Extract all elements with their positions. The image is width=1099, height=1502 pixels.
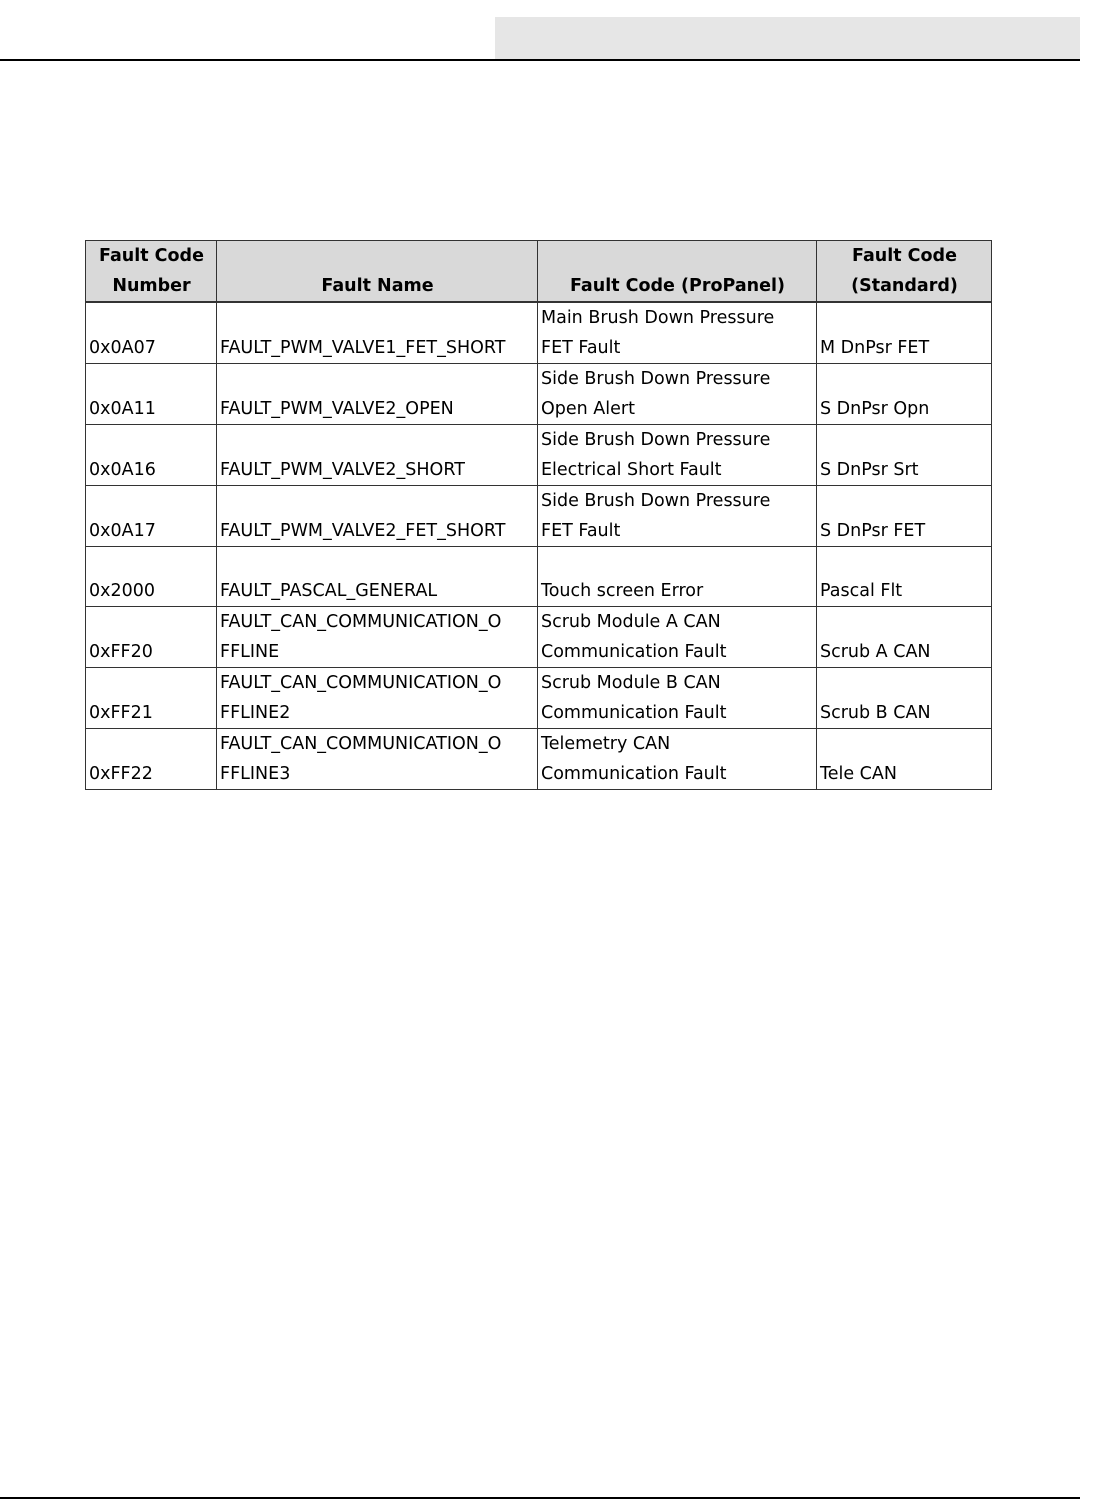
cell-text: Side Brush Down Pressure Electrical Short Fault bbox=[541, 430, 771, 480]
cell-text: 0x2000 bbox=[89, 580, 156, 601]
fault-name-cell bbox=[217, 486, 538, 547]
fault-name-cell bbox=[217, 302, 538, 364]
fault-code-standard-cell bbox=[817, 302, 992, 364]
column-header-fault-code-standard: Fault Code (Standard) bbox=[817, 241, 992, 303]
cell-text: Touch screen Error bbox=[541, 580, 704, 601]
fault-code-standard-cell bbox=[817, 547, 992, 607]
cell-text: FAULT_CAN_COMMUNICATION_O FFLINE2 bbox=[220, 672, 502, 723]
fault-code-propanel-cell bbox=[538, 547, 817, 607]
fault-code-standard-cell bbox=[817, 364, 992, 425]
cell-text: 0xFF20 bbox=[89, 641, 153, 662]
cell-text: Side Brush Down Pressure FET Fault bbox=[541, 491, 771, 541]
cell-text: FAULT_PWM_VALVE2_FET_SHORT bbox=[220, 521, 506, 541]
cell-text: Pascal Flt bbox=[820, 580, 903, 601]
cell-text: Scrub B CAN bbox=[820, 702, 931, 723]
fault-code-number-cell bbox=[86, 364, 217, 425]
cell-text: 0xFF22 bbox=[89, 763, 153, 784]
fault-name-cell bbox=[217, 425, 538, 486]
column-header-fault-code-propanel: Fault Code (ProPanel) bbox=[538, 241, 817, 303]
table-header-row bbox=[86, 241, 992, 303]
cell-text: Main Brush Down Pressure FET Fault bbox=[541, 308, 775, 358]
table-row bbox=[86, 728, 992, 789]
cell-text: 0x0A11 bbox=[89, 399, 156, 419]
table-row bbox=[86, 364, 992, 425]
table-row bbox=[86, 302, 992, 364]
fault-code-number-cell bbox=[86, 667, 217, 728]
cell-text: FAULT_CAN_COMMUNICATION_O FFLINE3 bbox=[220, 733, 502, 784]
fault-code-propanel-cell bbox=[538, 302, 817, 364]
fault-code-propanel-cell bbox=[538, 486, 817, 547]
fault-code-propanel-cell bbox=[538, 425, 817, 486]
footer-divider bbox=[0, 1497, 1080, 1499]
cell-text: Scrub A CAN bbox=[820, 641, 931, 662]
fault-name-cell bbox=[217, 547, 538, 607]
cell-text: FAULT_PASCAL_GENERAL bbox=[220, 580, 438, 601]
fault-code-table-container bbox=[85, 240, 992, 790]
cell-text: FAULT_CAN_COMMUNICATION_O FFLINE bbox=[220, 611, 502, 662]
cell-text: 0x0A07 bbox=[89, 338, 156, 358]
fault-code-number-cell bbox=[86, 728, 217, 789]
cell-text: S DnPsr Opn bbox=[820, 399, 930, 419]
header-divider bbox=[0, 59, 1080, 61]
fault-name-cell bbox=[217, 728, 538, 789]
fault-code-number-cell bbox=[86, 425, 217, 486]
cell-text: S DnPsr Srt bbox=[820, 460, 919, 480]
cell-text: FAULT_PWM_VALVE1_FET_SHORT bbox=[220, 338, 506, 358]
fault-code-propanel-cell bbox=[538, 606, 817, 667]
cell-text: Scrub Module B CAN Communication Fault bbox=[541, 672, 727, 723]
cell-text: M DnPsr FET bbox=[820, 338, 930, 358]
fault-code-standard-cell bbox=[817, 486, 992, 547]
cell-text: FAULT_PWM_VALVE2_SHORT bbox=[220, 460, 465, 480]
cell-text: 0x0A17 bbox=[89, 521, 156, 541]
cell-text: 0x0A16 bbox=[89, 460, 156, 480]
table-row bbox=[86, 486, 992, 547]
fault-name-cell bbox=[217, 667, 538, 728]
table-row bbox=[86, 606, 992, 667]
cell-text: FAULT_PWM_VALVE2_OPEN bbox=[220, 399, 454, 419]
column-header-fault-code-number: Fault Code Number bbox=[86, 241, 217, 303]
cell-text: Tele CAN bbox=[820, 763, 897, 784]
fault-code-propanel-cell bbox=[538, 728, 817, 789]
column-header-fault-name: Fault Name bbox=[217, 241, 538, 303]
cell-text: 0xFF21 bbox=[89, 702, 153, 723]
fault-code-number-cell bbox=[86, 486, 217, 547]
fault-code-propanel-cell bbox=[538, 364, 817, 425]
fault-code-standard-cell bbox=[817, 425, 992, 486]
table-row bbox=[86, 425, 992, 486]
fault-name-cell bbox=[217, 364, 538, 425]
fault-code-number-cell bbox=[86, 606, 217, 667]
cell-text: Scrub Module A CAN Communication Fault bbox=[541, 611, 727, 662]
fault-code-standard-cell bbox=[817, 728, 992, 789]
cell-text: Telemetry CAN Communication Fault bbox=[541, 733, 727, 784]
table-row bbox=[86, 667, 992, 728]
fault-name-cell bbox=[217, 606, 538, 667]
cell-text: Side Brush Down Pressure Open Alert bbox=[541, 369, 771, 419]
table-row bbox=[86, 547, 992, 607]
cell-text: S DnPsr FET bbox=[820, 521, 926, 541]
fault-code-table bbox=[85, 240, 992, 790]
header-bar bbox=[495, 17, 1080, 59]
fault-code-number-cell bbox=[86, 547, 217, 607]
fault-code-number-cell bbox=[86, 302, 217, 364]
fault-code-standard-cell bbox=[817, 667, 992, 728]
fault-code-propanel-cell bbox=[538, 667, 817, 728]
fault-code-standard-cell bbox=[817, 606, 992, 667]
